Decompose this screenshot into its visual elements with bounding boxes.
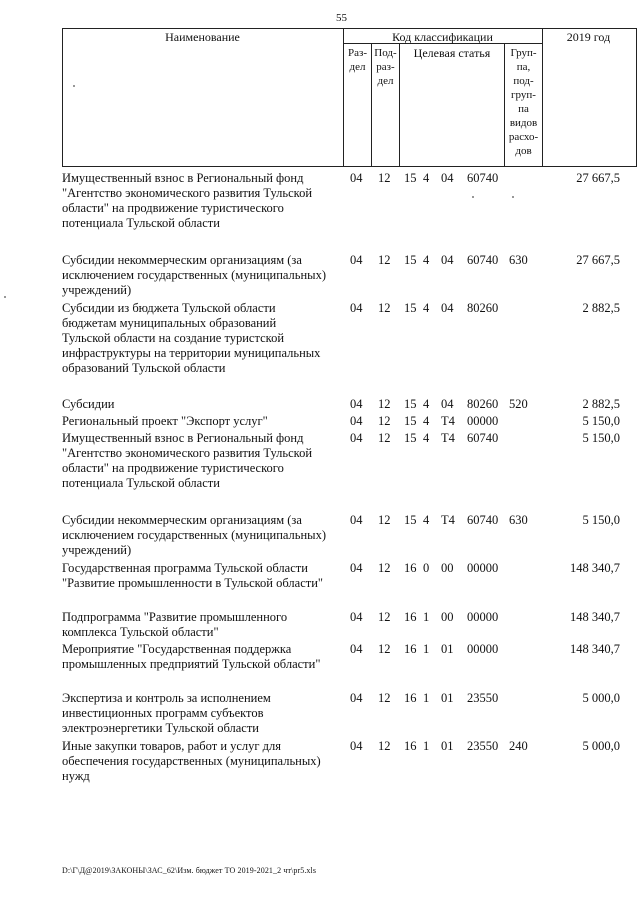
cell-podrazdel: 12 (378, 171, 391, 185)
cell-amount: 148 340,7 (570, 610, 620, 624)
cell-program: 16 (404, 642, 417, 656)
divider (542, 28, 543, 166)
cell-razdel: 04 (350, 301, 363, 315)
cell-razdel: 04 (350, 691, 363, 705)
cell-event: 04 (441, 397, 454, 411)
row-name-line: Подпрограмма "Развитие промышленного (62, 610, 288, 624)
cell-amount: 148 340,7 (570, 642, 620, 656)
cell-direction: 80260 (467, 397, 499, 411)
cell-event: Т4 (441, 513, 455, 527)
header-vid-line: па, (516, 61, 531, 73)
row-name-line: комплекса Тульской области" (62, 625, 219, 639)
cell-amount: 27 667,5 (576, 253, 620, 267)
cell-podrazdel: 12 (378, 561, 391, 575)
cell-expense-type: 630 (509, 253, 528, 267)
page-number: 55 (336, 12, 347, 24)
cell-razdel: 04 (350, 397, 363, 411)
cell-expense-type: 520 (509, 397, 528, 411)
cell-program: 15 (404, 414, 417, 428)
row-name (62, 739, 352, 784)
cell-podrazdel: 12 (378, 739, 391, 753)
cell-expense-type: 240 (509, 739, 528, 753)
header-vid-line: под- (513, 75, 534, 87)
cell-amount: 2 882,5 (582, 397, 620, 411)
cell-razdel: 04 (350, 171, 363, 185)
scan-speck (73, 85, 75, 87)
row-name (62, 414, 352, 429)
row-name-line: "Агентство экономического развития Тульской (62, 446, 313, 460)
cell-program: 16 (404, 610, 417, 624)
row-name-line: нужд (62, 769, 90, 783)
cell-razdel: 04 (350, 739, 363, 753)
row-name-line: "Агентство экономического развития Тульской (62, 186, 313, 200)
cell-razdel: 04 (350, 642, 363, 656)
cell-direction: 60740 (467, 253, 499, 267)
cell-podrazdel: 12 (378, 642, 391, 656)
cell-program: 15 (404, 253, 417, 267)
cell-direction: 00000 (467, 561, 499, 575)
row-name-line: промышленных предприятий Тульской области" (62, 657, 321, 671)
row-name (62, 253, 352, 298)
row-name-line: Субсидии из бюджета Тульской области (62, 301, 276, 315)
cell-subprogram: 1 (423, 691, 430, 705)
cell-amount: 27 667,5 (576, 171, 620, 185)
header-razdel (344, 46, 371, 74)
row-name-line: Государственная программа Тульской области (62, 561, 308, 575)
header-podrazdel-line: Под- (374, 47, 397, 59)
header-vid-line: груп- (511, 89, 536, 101)
cell-subprogram: 4 (423, 414, 430, 428)
row-name-line: области" на продвижение туристического (62, 461, 284, 475)
cell-subprogram: 4 (423, 253, 430, 267)
cell-amount: 5 150,0 (582, 431, 620, 445)
cell-direction: 60740 (467, 431, 499, 445)
header-razdel-line: дел (349, 61, 366, 73)
cell-podrazdel: 12 (378, 610, 391, 624)
row-name-line: учреждений) (62, 283, 132, 297)
cell-direction: 60740 (467, 513, 499, 527)
cell-razdel: 04 (350, 431, 363, 445)
cell-razdel: 04 (350, 610, 363, 624)
row-name-line: Субсидии некоммерческим организациям (за (62, 253, 302, 267)
row-name (62, 610, 352, 640)
cell-direction: 23550 (467, 739, 499, 753)
row-name-line: Субсидии (62, 397, 115, 411)
cell-direction: 80260 (467, 301, 499, 315)
row-name-line: Имущественный взнос в Региональный фонд (62, 431, 304, 445)
row-name (62, 561, 352, 591)
row-name-line: Экспертиза и контроль за исполнением (62, 691, 271, 705)
cell-direction: 00000 (467, 642, 499, 656)
cell-direction: 00000 (467, 414, 499, 428)
cell-event: 00 (441, 561, 454, 575)
row-name-line: исключением государственных (муниципальных) (62, 528, 326, 542)
cell-program: 16 (404, 739, 417, 753)
row-name-line: электроэнергетики Тульской области (62, 721, 259, 735)
row-name-line: бюджетам муниципальных образований (62, 316, 277, 330)
row-name-line: Субсидии некоммерческим организациям (за (62, 513, 302, 527)
cell-podrazdel: 12 (378, 414, 391, 428)
cell-event: 01 (441, 691, 454, 705)
cell-program: 16 (404, 691, 417, 705)
cell-program: 16 (404, 561, 417, 575)
cell-direction: 00000 (467, 610, 499, 624)
cell-event: 00 (441, 610, 454, 624)
row-name-line: области" на продвижение туристического (62, 201, 284, 215)
cell-amount: 5 000,0 (582, 739, 620, 753)
cell-event: 04 (441, 253, 454, 267)
header-podrazdel (372, 46, 399, 88)
cell-podrazdel: 12 (378, 431, 391, 445)
cell-subprogram: 1 (423, 642, 430, 656)
row-name-line: "Развитие промышленности в Тульской области" (62, 576, 324, 590)
cell-amount: 5 150,0 (582, 513, 620, 527)
row-name-line: образований Тульской области (62, 361, 226, 375)
row-name (62, 642, 352, 672)
cell-expense-type: 630 (509, 513, 528, 527)
row-name-line: инвестиционных программ субъектов (62, 706, 264, 720)
row-name-line: учреждений) (62, 543, 132, 557)
row-name-line: Иные закупки товаров, работ и услуг для (62, 739, 282, 753)
row-name-line: обеспечения государственных (муниципальных) (62, 754, 321, 768)
header-podrazdel-line: раз- (376, 61, 395, 73)
header-razdel-line: Раз- (347, 47, 367, 59)
row-name (62, 691, 352, 736)
header-name: Наименование (165, 30, 240, 44)
cell-subprogram: 4 (423, 171, 430, 185)
cell-subprogram: 4 (423, 431, 430, 445)
cell-program: 15 (404, 397, 417, 411)
header-target: Целевая статья (413, 46, 491, 60)
cell-program: 15 (404, 513, 417, 527)
header-vid-line: па (518, 103, 529, 115)
row-name-line: Региональный проект "Экспорт услуг" (62, 414, 268, 428)
cell-program: 15 (404, 301, 417, 315)
cell-event: Т4 (441, 431, 455, 445)
cell-event: 01 (441, 642, 454, 656)
row-name (62, 431, 352, 491)
row-name (62, 513, 352, 558)
cell-razdel: 04 (350, 253, 363, 267)
header-vid-line: видов (509, 117, 538, 129)
cell-amount: 5 150,0 (582, 414, 620, 428)
header-vid-line: расхо- (508, 131, 539, 143)
row-name-line: потенциала Тульской области (62, 216, 220, 230)
row-name-line: исключением государственных (муниципальных) (62, 268, 326, 282)
header-code-group: Код классификации (392, 30, 493, 44)
row-name-line: инфраструктуры на территории муниципальных (62, 346, 321, 360)
cell-razdel: 04 (350, 561, 363, 575)
file-path-footer: D:\Г\Д@2019\ЗАКОНЫ\ЗАС_62\Изм. бюджет ТО 2019-2021_2 чт\pr5.xls (62, 866, 317, 875)
cell-event: 04 (441, 171, 454, 185)
cell-subprogram: 1 (423, 610, 430, 624)
divider (399, 43, 400, 166)
row-name (62, 171, 352, 231)
cell-razdel: 04 (350, 513, 363, 527)
row-name-line: Тульской области на создание туристской (62, 331, 285, 345)
cell-amount: 148 340,7 (570, 561, 620, 575)
cell-event: 01 (441, 739, 454, 753)
cell-direction: 60740 (467, 171, 499, 185)
scan-speck (4, 296, 6, 298)
scan-speck (512, 196, 514, 198)
cell-direction: 23550 (467, 691, 499, 705)
cell-podrazdel: 12 (378, 301, 391, 315)
cell-podrazdel: 12 (378, 253, 391, 267)
row-name (62, 301, 352, 376)
cell-program: 15 (404, 171, 417, 185)
cell-podrazdel: 12 (378, 397, 391, 411)
cell-podrazdel: 12 (378, 691, 391, 705)
cell-subprogram: 4 (423, 397, 430, 411)
header-year: 2019 год (566, 30, 611, 44)
row-name-line: Имущественный взнос в Региональный фонд (62, 171, 304, 185)
header-vid (505, 46, 542, 158)
scan-speck (472, 196, 474, 198)
cell-event: 04 (441, 301, 454, 315)
cell-subprogram: 4 (423, 301, 430, 315)
row-name-line: Мероприятие "Государственная поддержка (62, 642, 292, 656)
cell-amount: 5 000,0 (582, 691, 620, 705)
cell-program: 15 (404, 431, 417, 445)
cell-subprogram: 1 (423, 739, 430, 753)
cell-subprogram: 0 (423, 561, 430, 575)
header-podrazdel-line: дел (377, 75, 394, 87)
cell-subprogram: 4 (423, 513, 430, 527)
header-vid-line: Груп- (510, 47, 537, 59)
cell-razdel: 04 (350, 414, 363, 428)
header-vid-line: дов (515, 145, 532, 157)
cell-podrazdel: 12 (378, 513, 391, 527)
cell-event: Т4 (441, 414, 455, 428)
row-name (62, 397, 352, 412)
cell-amount: 2 882,5 (582, 301, 620, 315)
row-name-line: потенциала Тульской области (62, 476, 220, 490)
